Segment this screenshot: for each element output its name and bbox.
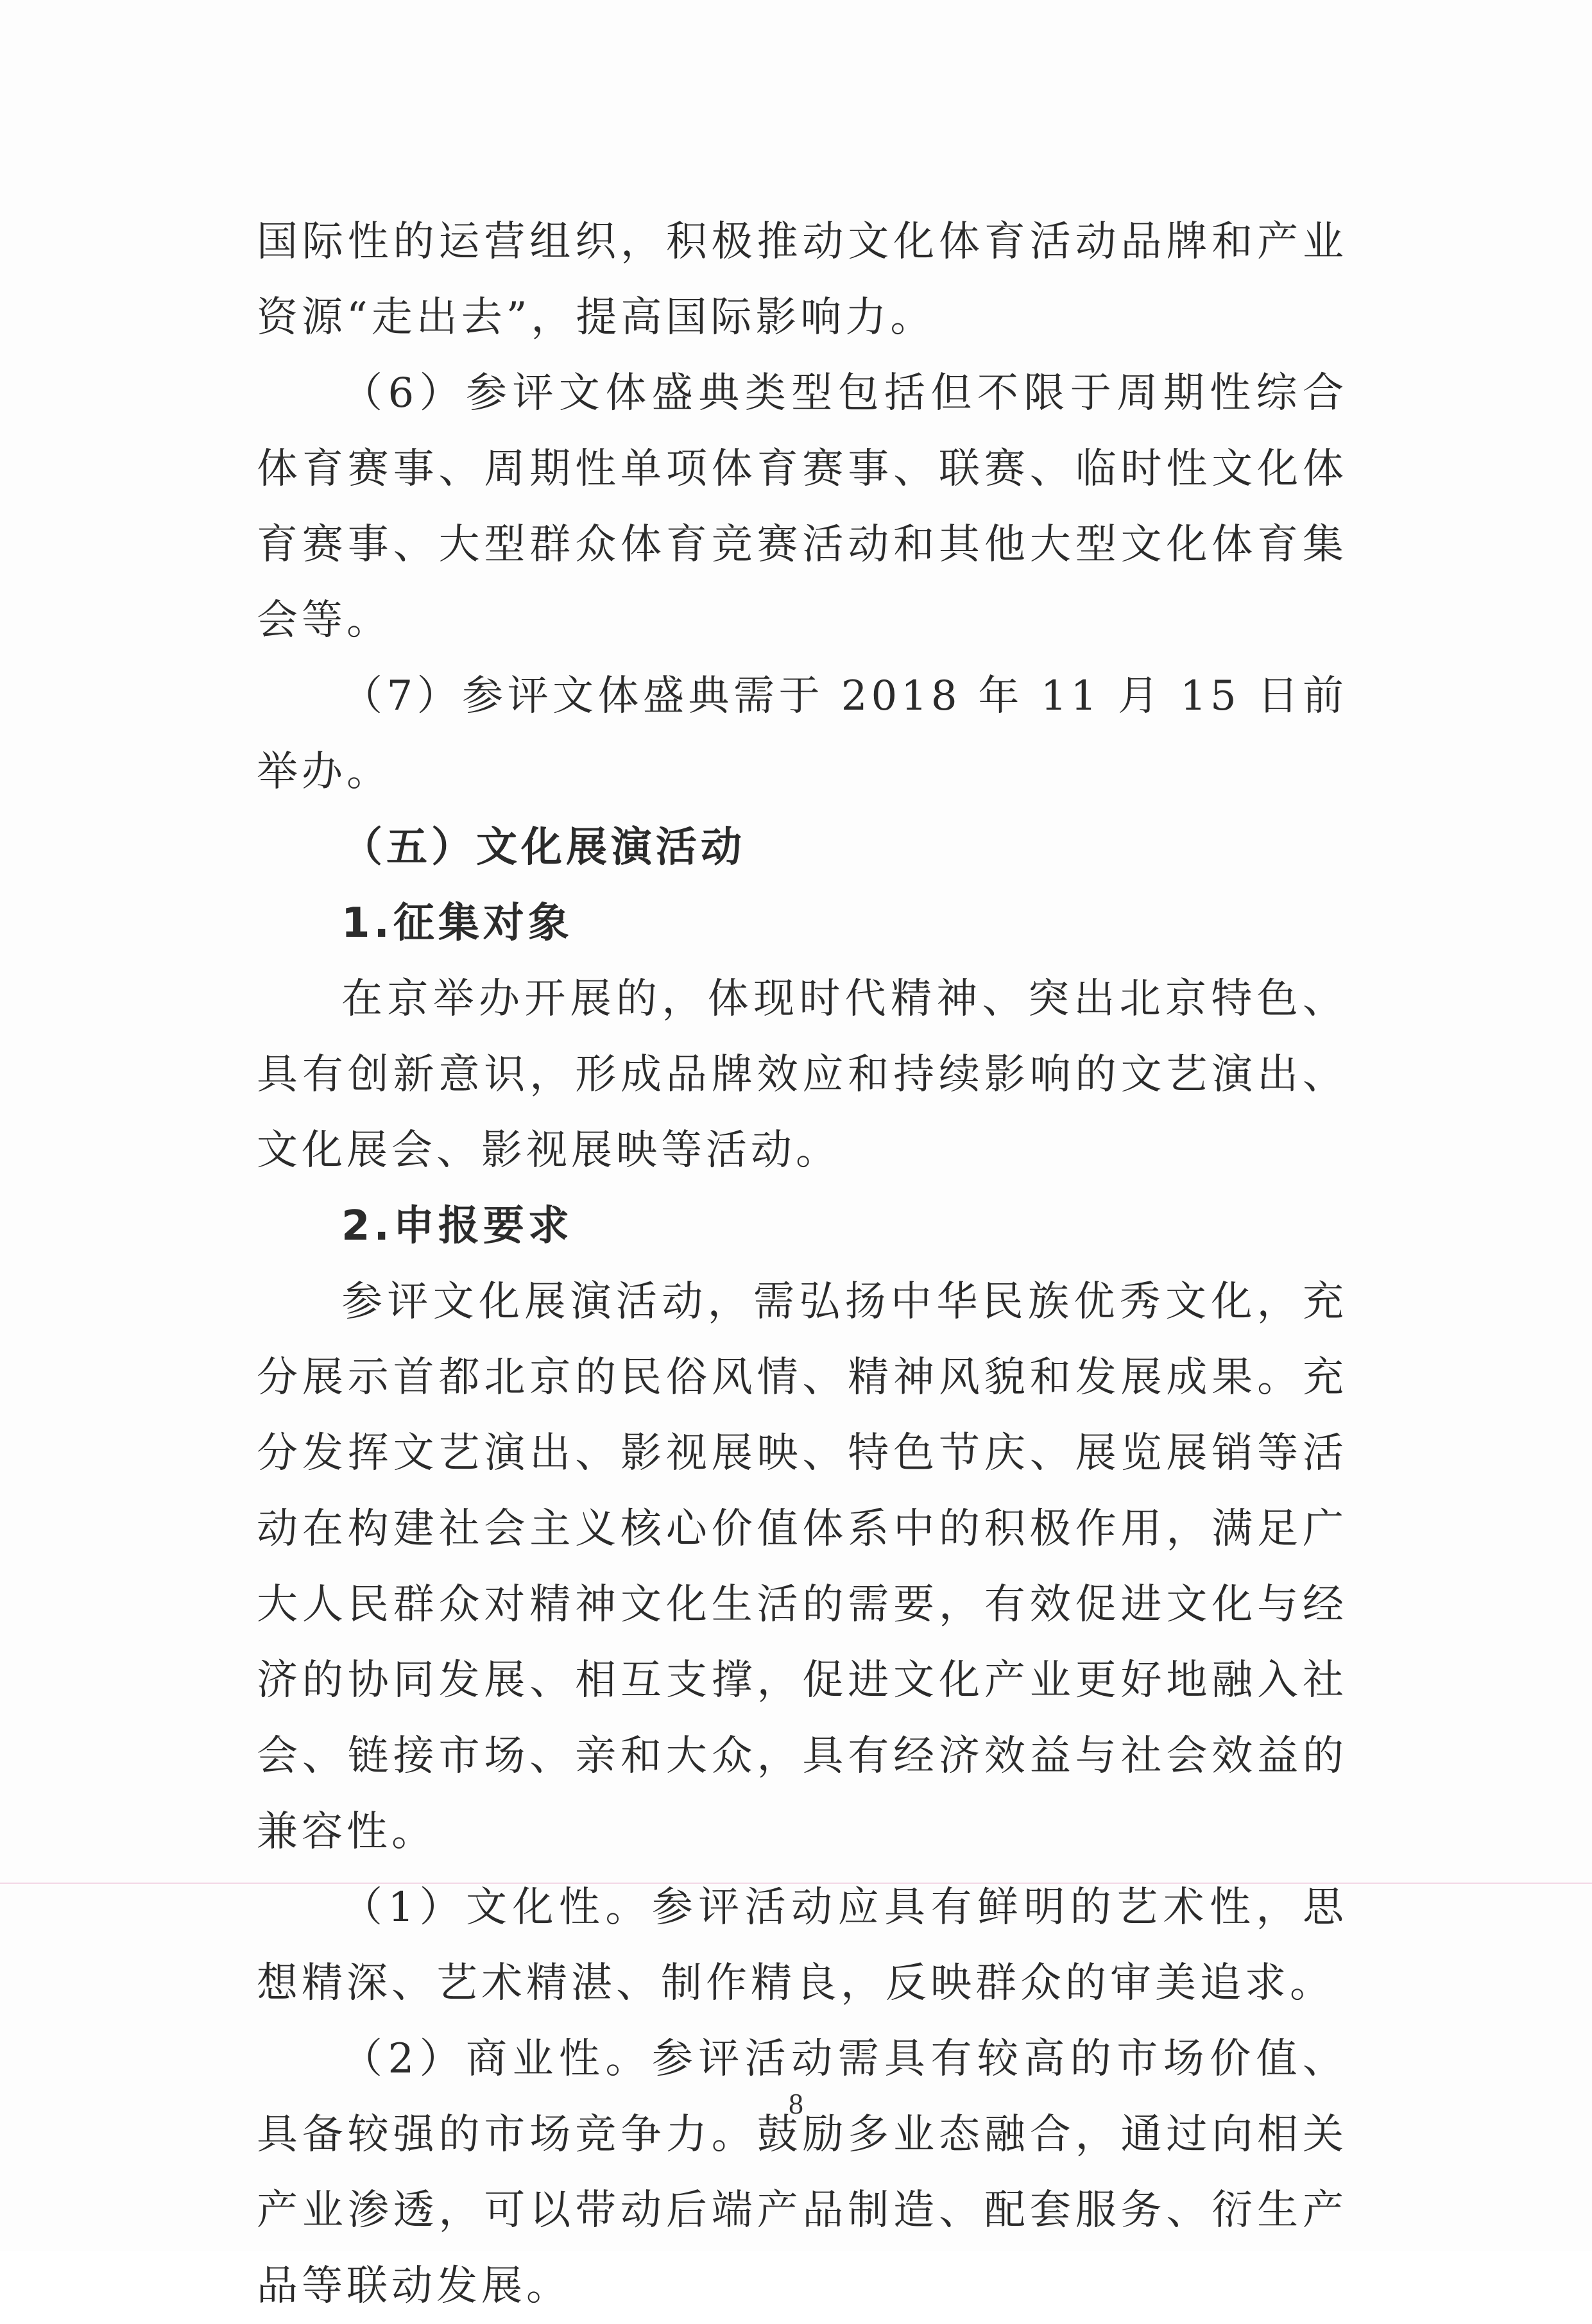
page-number: 8 [789,2087,803,2120]
subheading-application-requirements: 2.申报要求 [341,1202,573,1250]
paragraph-application-requirements: 参评文化展演活动，需弘扬中华民族优秀文化，充分展示首都北京的民俗风情、精神风貌和发展成果。充分发挥文艺演出、影视展映、特色节庆、展览展销等活动在构建社会主义核心价值体系中的积极作用，满足广大人民群众对精神文化生活的需要，有效促进文化与经济的协同发展、相互支撑，促进文化产业更好地融入社会、链接市场、亲和大众，具有经济效益与社会效益的兼容性。 [257,1278,1348,1856]
document-body [257,204,1348,2324]
paragraph-item-6: （6）参评文体盛典类型包括但不限于周期性综合体育赛事、周期性单项体育赛事、联赛、临时性文化体育赛事、大型群众体育竞赛活动和其他大型文化体育集会等。 [257,370,1348,644]
paragraph-intl-influence: 国际性的运营组织，积极推动文化体育活动品牌和产业资源“走出去”，提高国际影响力。 [257,218,1348,341]
section-heading-cultural-performance: （五）文化展演活动 [341,824,746,871]
paragraph-cultural-quality: （1）文化性。参评活动应具有鲜明的艺术性，思想精深、艺术精湛、制作精良，反映群众的审美追求。 [257,1884,1348,2007]
scan-guide-line [0,1883,1592,1884]
subheading-collection-target: 1.征集对象 [341,900,573,947]
paragraph-item-7: （7）参评文体盛典需于 2018 年 11 月 15 日前举办。 [257,672,1348,796]
paragraph-commercial-quality: （2）商业性。参评活动需具有较高的市场价值、具备较强的市场竞争力。鼓励多业态融合，通过向相关产业渗透，可以带动后端产品制造、配套服务、衍生产品等联动发展。 [257,2035,1348,2310]
paragraph-collection-target: 在京举办开展的，体现时代精神、突出北京特色、具有创新意识，形成品牌效应和持续影响的文艺演出、文化展会、影视展映等活动。 [257,975,1348,1174]
